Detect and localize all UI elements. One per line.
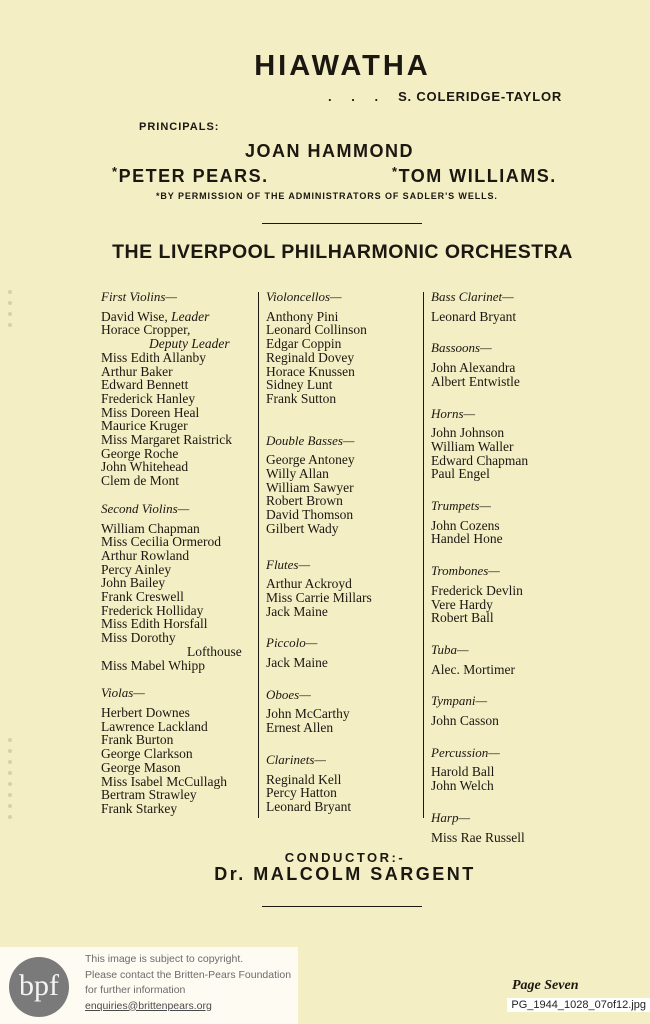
member-name: Horace Knussen <box>266 363 355 379</box>
section-heading: Violas— <box>101 685 145 701</box>
member-name: Arthur Ackroyd <box>266 576 352 592</box>
member-name: John Welch <box>431 778 494 794</box>
member-name: Gilbert Wady <box>266 520 339 536</box>
member-name: Willy Allan <box>266 466 329 482</box>
member-name: George Mason <box>101 759 181 775</box>
roster-column-3 <box>431 290 591 858</box>
member-name: Percy Ainley <box>101 561 172 577</box>
member-name: Anthony Pini <box>266 308 339 324</box>
bpf-logo: bpf <box>9 957 69 1017</box>
principal-tom-williams <box>392 166 557 187</box>
member-name: Leonard Collinson <box>266 322 367 338</box>
member-name: Bertram Strawley <box>101 787 197 803</box>
section-heading: Percussion— <box>431 744 500 760</box>
section-violoncellos <box>266 290 426 406</box>
member-name: Jack Maine <box>266 603 328 619</box>
section-bassoons <box>431 341 591 388</box>
member-name: Reginald Dovey <box>266 349 355 365</box>
section-trumpets <box>431 499 591 546</box>
section-heading: Second Violins— <box>101 500 190 516</box>
section-heading: Bassoons— <box>431 340 492 356</box>
member-name: William Sawyer <box>266 479 354 495</box>
roster-column-2 <box>266 290 426 828</box>
principals-label: PRINCIPALS: <box>139 121 220 133</box>
member-name: David Thomson <box>266 507 354 523</box>
conductor-label: CONDUCTOR:- <box>284 850 406 865</box>
member-name: Percy Hatton <box>266 785 337 801</box>
member-name: John Alexandra <box>431 360 516 376</box>
conductor-name: Dr. MALCOLM SARGENT <box>214 864 476 884</box>
section-tuba <box>431 643 591 676</box>
leader-dots: . . . <box>328 89 387 104</box>
section-heading: Oboes— <box>266 686 311 702</box>
principal-peter-pears <box>112 166 269 187</box>
member-name: Miss Doreen Heal <box>101 404 200 420</box>
section-heading: Flutes— <box>266 556 311 572</box>
copyright-notice <box>85 952 291 1014</box>
section-violas <box>101 686 261 815</box>
member-name: Miss Isabel McCullagh <box>101 773 227 789</box>
section-heading: Harp— <box>431 809 471 825</box>
member-name: John Cozens <box>431 517 500 533</box>
section-percussion <box>431 746 591 793</box>
member-name: Miss Carrie Millars <box>266 589 372 605</box>
member-name: Lawrence Lackland <box>101 718 208 734</box>
section-heading: First Violins— <box>101 289 177 304</box>
binding-marks <box>8 290 14 334</box>
member-name: Clem de Mont <box>101 473 179 489</box>
section-heading: Clarinets— <box>266 751 326 767</box>
principal-name: PETER PEARS. <box>118 166 269 186</box>
section-heading: Tympani— <box>431 693 488 709</box>
member-name: John Casson <box>431 713 499 729</box>
member-name: John Whitehead <box>101 459 189 475</box>
file-id-label: PG_1944_1028_07of12.jpg <box>507 998 650 1012</box>
member-name: Herbert Downes <box>101 704 190 720</box>
composer-line <box>328 89 562 104</box>
section-heading: Piccolo— <box>266 635 318 651</box>
member-name: Arthur Baker <box>101 363 173 379</box>
work-title: HIAWATHA <box>254 50 431 82</box>
member-name: Horace Cropper, <box>101 322 191 338</box>
section-harp <box>431 811 591 844</box>
member-name: Frank Sutton <box>266 390 337 406</box>
member-name: Frederick Hanley <box>101 390 196 406</box>
section-tympani <box>431 694 591 727</box>
member-name: William Waller <box>431 438 514 454</box>
member-name-continued: Lofthouse <box>187 643 242 659</box>
section-heading: Horns— <box>431 405 476 421</box>
section-heading: Trumpets— <box>431 498 491 514</box>
member-name: Miss Rae Russell <box>431 829 525 845</box>
member-name: Leonard Bryant <box>431 308 517 324</box>
section-piccolo <box>266 636 426 669</box>
copyright-line: for further information <box>85 984 186 996</box>
composer-name: S. COLERIDGE-TAYLOR <box>398 89 563 104</box>
member-name: George Antoney <box>266 452 355 468</box>
principal-joan-hammond <box>245 141 414 162</box>
principal-name: TOM WILLIAMS. <box>398 166 557 186</box>
divider-bottom <box>262 906 422 907</box>
member-name: Jack Maine <box>266 655 328 671</box>
section-bass-clarinet <box>431 290 591 323</box>
member-name: Frederick Devlin <box>431 582 523 598</box>
member-name: Alec. Mortimer <box>431 661 515 677</box>
member-name: Edgar Coppin <box>266 336 342 352</box>
member-name: Sidney Lunt <box>266 377 333 393</box>
section-double-basses <box>266 434 426 536</box>
member-name: Miss Edith Horsfall <box>101 616 208 632</box>
orchestra-name: THE LIVERPOOL PHILHARMONIC ORCHESTRA <box>112 241 573 263</box>
member-name: Miss Edith Allanby <box>101 349 207 365</box>
member-name: Robert Ball <box>431 610 494 626</box>
member-name: Albert Entwistle <box>431 373 520 389</box>
section-heading: Violoncellos— <box>266 289 342 304</box>
member-name: Robert Brown <box>266 493 343 509</box>
page-number: Page Seven <box>512 978 579 993</box>
asterisk: * <box>112 164 119 179</box>
member-name: William Chapman <box>101 520 200 536</box>
member-name: Harold Ball <box>431 764 495 780</box>
section-second-violins <box>101 502 261 672</box>
copyright-line: Please contact the Britten-Pears Foundation <box>85 968 292 981</box>
section-flutes <box>266 558 426 619</box>
member-name: Frank Burton <box>101 732 174 748</box>
member-name: John Bailey <box>101 575 166 591</box>
binding-marks <box>8 738 14 826</box>
member-name: George Clarkson <box>101 746 193 762</box>
principal-name: JOAN HAMMOND <box>245 141 414 161</box>
permission-note: *BY PERMISSION OF THE ADMINISTRATORS OF SADLER'S WELLS. <box>156 191 498 201</box>
member-role: Deputy Leader <box>149 336 230 352</box>
role-leader: Leader <box>171 308 210 324</box>
divider-top <box>262 223 422 224</box>
member-name: Frank Starkey <box>101 800 178 816</box>
section-oboes <box>266 688 426 735</box>
copyright-email-link[interactable]: enquiries@brittenpears.org <box>85 999 212 1012</box>
section-heading: Tuba— <box>431 641 469 657</box>
member-name: Maurice Kruger <box>101 418 188 434</box>
member-name: John Johnson <box>431 425 505 441</box>
member-name: Miss Margaret Raistrick <box>101 432 232 448</box>
member-name: Miss Mabel Whipp <box>101 657 205 673</box>
section-heading: Bass Clarinet— <box>431 289 514 304</box>
roster-column-1 <box>101 290 261 830</box>
member-name: Handel Hone <box>431 531 503 547</box>
copyright-line: This image is subject to copyright. <box>85 953 244 965</box>
member-name: George Roche <box>101 445 179 461</box>
member-name: Vere Hardy <box>431 596 493 612</box>
member-name: Leonard Bryant <box>266 798 352 814</box>
member-name: Frederick Holliday <box>101 602 204 618</box>
member-name: Edward Bennett <box>101 377 189 393</box>
member-name: John McCarthy <box>266 706 350 722</box>
member-name: Arthur Rowland <box>101 547 190 563</box>
section-heading: Double Basses— <box>266 432 355 448</box>
section-first-violins <box>101 290 261 488</box>
member-name: Frank Creswell <box>101 589 184 605</box>
asterisk: * <box>392 164 399 179</box>
section-horns <box>431 407 591 482</box>
member-name: Paul Engel <box>431 466 490 482</box>
member-name: Reginald Kell <box>266 771 342 787</box>
member-name: Miss Cecilia Ormerod <box>101 534 221 550</box>
member-name: Ernest Allen <box>266 720 334 736</box>
section-heading: Trombones— <box>431 563 500 579</box>
member-name: Edward Chapman <box>431 452 529 468</box>
member-name: Miss Dorothy <box>101 630 176 646</box>
member-name: David Wise, Leader <box>101 308 210 324</box>
section-trombones <box>431 564 591 625</box>
section-clarinets <box>266 753 426 814</box>
